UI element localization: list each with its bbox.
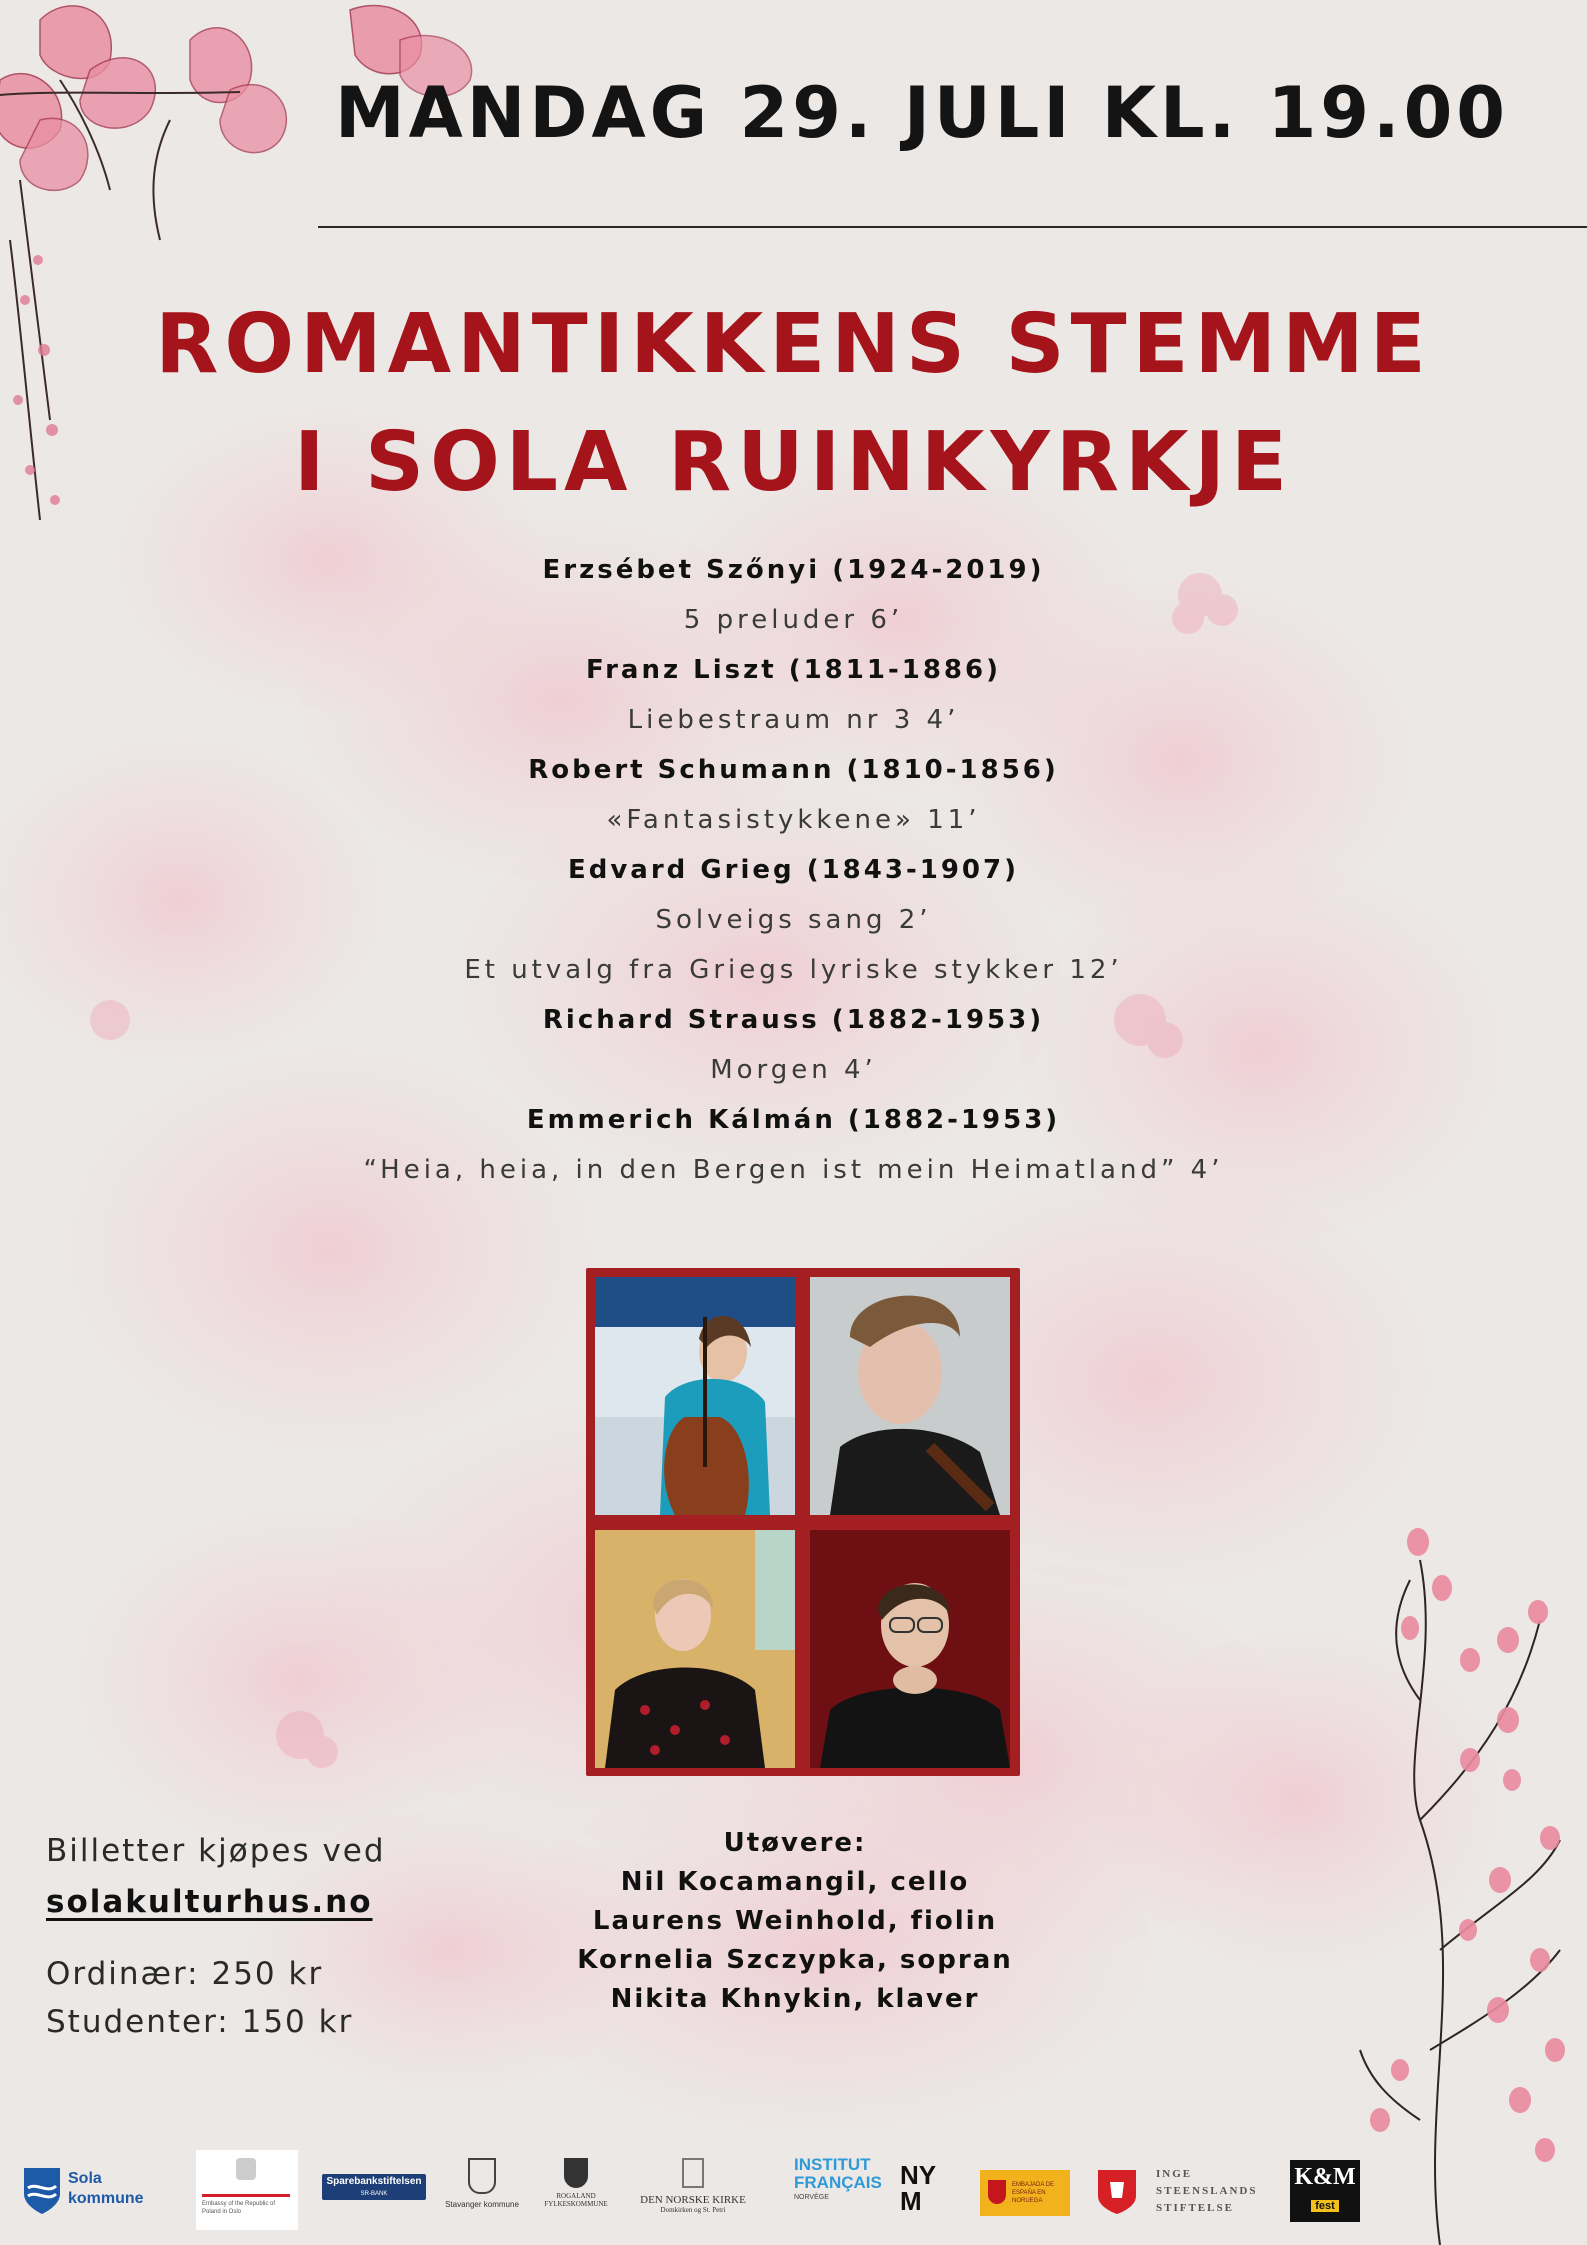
crest-icon	[988, 2180, 1006, 2204]
divider-line	[318, 226, 1587, 228]
program-work: «Fantasistykkene» 11’	[606, 805, 981, 835]
program-composer: Edvard Grieg (1843-1907)	[567, 855, 1019, 885]
program-work: “Heia, heia, in den Bergen ist mein Heimatland” 4’	[363, 1155, 1224, 1185]
performer-item: Laurens Weinhold, fiolin	[592, 1906, 998, 1936]
program-work: Et utvalg fra Griegs lyriske stykker 12’	[464, 955, 1123, 985]
stavanger-kommune-logo: Stavanger kommune	[440, 2158, 524, 2222]
den-norske-kirke-logo: DEN NORSKE KIRKE Domkirken og St. Petri	[628, 2158, 758, 2226]
program-work: Solveigs sang 2’	[655, 905, 932, 935]
photo-violinist	[810, 1277, 1010, 1515]
eagle-icon	[236, 2158, 256, 2180]
program-work: Liebestraum nr 3 4’	[627, 705, 960, 735]
title-line-1: ROMANTIKKENS STEMME	[155, 297, 1432, 392]
performer-item: Kornelia Szczypka, sopran	[577, 1945, 1013, 1975]
performers-heading: Utøvere:	[723, 1828, 867, 1858]
crest-icon	[564, 2158, 588, 2188]
inge-steenslands-stiftelse-logo: INGE STEENSLANDS STIFTELSE	[1156, 2168, 1258, 2214]
performer-photo-grid	[586, 1268, 1020, 1776]
photo-cellist	[595, 1277, 795, 1515]
program-composer: Emmerich Kálmán (1882-1953)	[526, 1105, 1061, 1135]
nym-logo: NY M	[900, 2160, 937, 2216]
program-composer: Erzsébet Szőnyi (1924-2019)	[542, 555, 1045, 585]
institut-francais-logo: INSTITUT FRANÇAIS NORVÈGE	[794, 2155, 882, 2201]
sola-kommune-logo: Sola kommune	[22, 2166, 172, 2216]
sparebankstiftelsen-logo: Sparebankstiftelsen SR-BANK	[322, 2174, 426, 2200]
event-date: MANDAG 29. JULI KL. 19.00	[334, 72, 1509, 154]
photo-pianist	[810, 1530, 1010, 1768]
performers-list	[560, 1824, 1030, 2019]
km-fest-logo: K&M fest	[1290, 2160, 1360, 2222]
program-composer: Robert Schumann (1810-1856)	[528, 755, 1059, 785]
program-list	[0, 545, 1587, 1195]
price-students: Studenter: 150 kr	[46, 2004, 354, 2040]
sponsor-logos	[16, 2148, 1376, 2232]
program-work: 5 preluder 6’	[683, 605, 904, 635]
photo-soprano	[595, 1530, 795, 1768]
ticket-link[interactable]: solakulturhus.no	[46, 1884, 373, 1920]
cross-icon	[682, 2158, 704, 2188]
performer-item: Nil Kocamangil, cello	[620, 1867, 970, 1897]
poland-embassy-logo: Embassy of the Republic of Poland in Oslo	[196, 2150, 298, 2230]
performer-item: Nikita Khnykin, klaver	[610, 1984, 980, 2014]
rogaland-fylkeskommune-logo: ROGALAND FYLKESKOMMUNE	[536, 2158, 616, 2226]
program-work: Morgen 4’	[710, 1055, 877, 1085]
crest-icon	[468, 2158, 496, 2194]
program-composer: Franz Liszt (1811-1886)	[585, 655, 1001, 685]
program-composer: Richard Strauss (1882-1953)	[542, 1005, 1045, 1035]
spain-embassy-logo: EMBAJADA DE ESPAÑA EN NORUEGA	[980, 2170, 1070, 2216]
title-line-2: I SOLA RUINKYRKJE	[293, 415, 1294, 510]
ticket-label: Billetter kjøpes ved	[46, 1833, 386, 1869]
poster-title	[0, 286, 1587, 522]
poland-crest-logo	[1096, 2168, 1138, 2216]
price-ordinary: Ordinær: 250 kr	[46, 1956, 324, 1992]
ticket-info	[46, 1826, 386, 2046]
